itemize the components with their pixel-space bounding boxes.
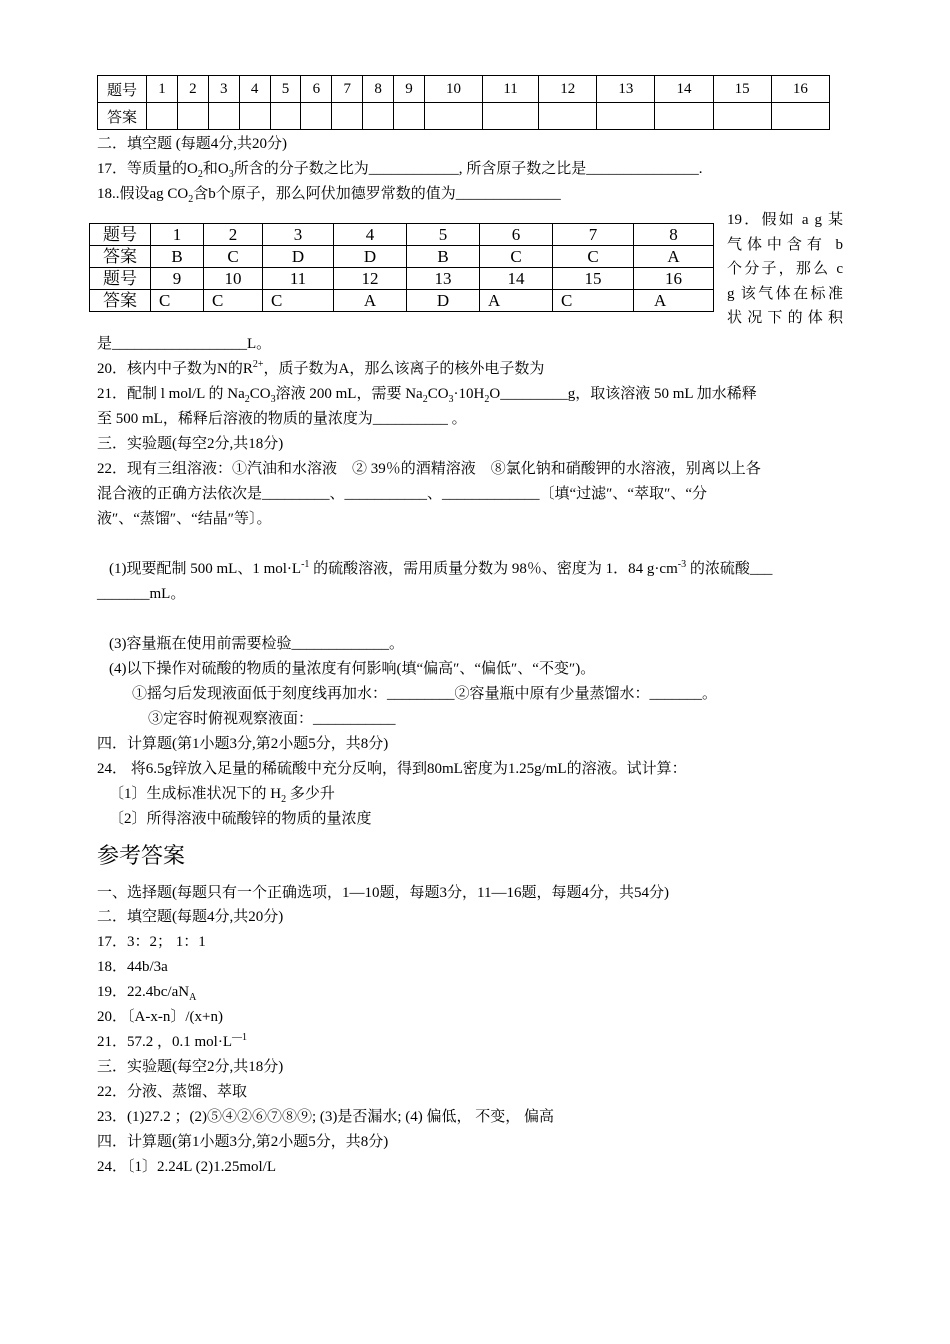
table-cell: D (334, 246, 407, 268)
subscript: 3 (228, 169, 234, 180)
subscript: 2 (422, 394, 428, 405)
answers-section-4: 四．计算题(第1小题3分,第2小题5分，共8分) (97, 1134, 389, 1150)
answer-23: 23．(1)27.2 ；(2)⑤④②⑥⑦⑧⑨; (3)是否漏水; (4) 偏低， 不变， 偏高 (97, 1109, 555, 1125)
table-row (98, 103, 830, 130)
q21-text: 溶液 200 mL，需要 Na (275, 386, 423, 402)
q19-line: 状况下的体积 (727, 310, 843, 326)
q18-text: 含b个原子，那么阿伏加德罗常数的值为______________ (193, 186, 561, 202)
table-row (90, 268, 714, 290)
answer-blank[interactable] (301, 103, 332, 130)
table-cell: C (553, 246, 634, 268)
q17-text: 所含的分子数之比为____________, 所含原子数之比是_______________. (233, 161, 703, 177)
table-cell: 12 (539, 76, 597, 103)
table-cell: 3 (263, 224, 334, 246)
table-cell: 6 (480, 224, 553, 246)
table-cell: 2 (204, 224, 263, 246)
answer-table-blank (97, 75, 830, 130)
table-row (90, 246, 714, 268)
question-19-side (727, 208, 843, 331)
table-cell: 1 (147, 76, 178, 103)
answer-blank[interactable] (363, 103, 394, 130)
table-cell: A (634, 246, 714, 268)
question-23-part4-a: ①摇匀后发现液面低于刻度线再加水：_________②容量瓶中原有少量蒸馏水：_______。 (132, 686, 718, 702)
table-cell: 8 (634, 224, 714, 246)
q23-text: 的浓硫酸___ (686, 561, 773, 577)
q18-text: 18..假设ag CO (97, 186, 189, 202)
table-cell: C (480, 246, 553, 268)
table-cell: B (407, 246, 480, 268)
table-header-cell: 题号 (90, 268, 151, 290)
table-cell: 5 (407, 224, 480, 246)
q19-line: 个分子，那么 c (727, 261, 843, 277)
a19-text: 19．22.4bc/aN (97, 984, 190, 1000)
table-cell: D (407, 290, 480, 312)
table-cell: C (553, 290, 634, 312)
q21-text: CO (249, 386, 271, 402)
subscript: 2 (244, 394, 250, 405)
table-cell: C (263, 290, 334, 312)
table-cell: 7 (332, 76, 363, 103)
superscript: -3 (677, 559, 687, 570)
table-cell: C (204, 246, 263, 268)
table-cell: 10 (204, 268, 263, 290)
q19-line: 气体中含有 b (727, 236, 843, 253)
table-header-cell: 答案 (90, 290, 151, 312)
q21-text: CO (427, 386, 449, 402)
answer-blank[interactable] (771, 103, 829, 130)
table-cell: 12 (334, 268, 407, 290)
table-cell: 2 (177, 76, 208, 103)
answer-blank[interactable] (597, 103, 655, 130)
answer-22: 22．分液、蒸馏、萃取 (97, 1084, 248, 1100)
table-cell: B (151, 246, 204, 268)
answer-blank[interactable] (332, 103, 363, 130)
q19-line: 19．假如 a g 某 (727, 212, 843, 228)
table-cell: 16 (634, 268, 714, 290)
a21-text: 21．57.2 ，0.1 mol·L (97, 1034, 232, 1050)
question-23-part1-cont: _______mL。 (97, 586, 186, 602)
superscript: -1 (301, 559, 310, 570)
answer-blank[interactable] (655, 103, 713, 130)
table-cell: 11 (263, 268, 334, 290)
question-23-part1 (109, 559, 772, 579)
q19-line: g 该气体在标准 (727, 285, 843, 302)
answer-21 (97, 1032, 247, 1052)
answer-18: 18．44b/3a (97, 959, 168, 975)
answer-19 (97, 982, 196, 1002)
subscript: 2 (188, 194, 194, 205)
table-cell: 15 (713, 76, 771, 103)
table-header-cell: 题号 (98, 76, 147, 103)
q20-text: 20．核内中子数为N的R (97, 361, 253, 377)
section-3-title: 三．实验题(每空2分,共18分) (97, 436, 284, 452)
q21-text: O_________g，取该溶液 50 mL 加水稀释 (489, 386, 757, 402)
question-23-part4-b: ③定容时俯视观察液面：___________ (148, 711, 396, 727)
section-2-title: 二．填空题 (每题4分,共20分) (97, 136, 287, 152)
subscript: 3 (448, 394, 454, 405)
table-cell: 15 (553, 268, 634, 290)
question-24-sub1 (109, 784, 335, 804)
table-cell: 8 (363, 76, 394, 103)
answer-blank[interactable] (483, 103, 539, 130)
subscript: 2 (197, 169, 203, 180)
question-23-part3: (3)容量瓶在使用前需要检验_____________。 (109, 636, 404, 652)
question-18 (97, 184, 561, 204)
q20-text: ，质子数为A，那么该离子的核外电子数为 (263, 361, 545, 377)
table-cell: C (204, 290, 263, 312)
table-row (90, 290, 714, 312)
answer-blank[interactable] (424, 103, 482, 130)
table-cell: D (263, 246, 334, 268)
table-cell: 1 (151, 224, 204, 246)
answer-17: 17．3：2； 1：1 (97, 934, 206, 950)
q23-text: 的硫酸溶液，需用质量分数为 98％、密度为 1．84 g·cm (309, 561, 678, 577)
subscript: 2 (484, 394, 490, 405)
answer-blank[interactable] (239, 103, 270, 130)
table-header-cell: 答案 (98, 103, 147, 130)
answer-blank[interactable] (394, 103, 425, 130)
table-cell: C (151, 290, 204, 312)
q23-text: (1)现要配制 500 mL、1 mol·L (109, 561, 302, 577)
table-cell: 3 (208, 76, 239, 103)
table-row (98, 76, 830, 103)
answers-heading: 参考答案 (97, 843, 186, 868)
question-21-line1 (97, 384, 757, 404)
q21-text: 21．配制 l mol/L 的 Na (97, 386, 245, 402)
answers-section-2: 二．填空题(每题4分,共20分) (97, 909, 284, 925)
answer-24: 24．〔1〕2.24L (2)1.25mol/L (97, 1159, 277, 1175)
answers-section-1: 一、选择题(每题只有一个正确选项，1—10题，每题3分，11—16题，每题4分，共54分) (97, 885, 669, 901)
table-cell: 6 (301, 76, 332, 103)
table-cell: 13 (407, 268, 480, 290)
table-cell: 14 (655, 76, 713, 103)
subscript: A (189, 992, 197, 1003)
q21-text: ·10H (453, 386, 485, 402)
table-cell: 9 (151, 268, 204, 290)
question-24-sub2: 〔2〕所得溶液中硫酸锌的物质的量浓度 (109, 811, 372, 827)
question-21-line2: 至 500 mL，稀释后溶液的物质的量浓度为__________ 。 (97, 411, 467, 427)
q24-text: 多少升 (286, 786, 335, 802)
question-17 (97, 159, 702, 179)
table-cell: 14 (480, 268, 553, 290)
answer-blank[interactable] (147, 103, 178, 130)
subscript: 2 (281, 794, 287, 805)
table-cell: 9 (394, 76, 425, 103)
question-22-line1: 22．现有三组溶液：①汽油和水溶液 ② 39％的酒精溶液 ⑧氯化钠和硝酸钾的水溶液，别离以上各 (97, 461, 761, 477)
answer-blank[interactable] (270, 103, 301, 130)
table-cell: A (634, 290, 714, 312)
table-cell: 13 (597, 76, 655, 103)
question-24: 24． 将6.5g锌放入足量的稀硫酸中充分反响，得到80mL密度为1.25g/mL的溶液。试计算： (97, 761, 687, 777)
table-cell: 16 (771, 76, 829, 103)
table-header-cell: 答案 (90, 246, 151, 268)
table-cell: 5 (270, 76, 301, 103)
question-23-part4: (4)以下操作对硫酸的物质的量浓度有何影响(填“偏高″、“偏低″、“不变″)。 (109, 661, 596, 677)
table-cell: 7 (553, 224, 634, 246)
table-cell: 10 (424, 76, 482, 103)
answer-table-key (89, 223, 714, 312)
table-cell: 4 (239, 76, 270, 103)
table-cell: 11 (483, 76, 539, 103)
question-22-line2: 混合液的正确方法依次是_________、___________、_____________〔填“过滤″、“萃取″、“分 (97, 486, 707, 502)
table-cell: 4 (334, 224, 407, 246)
superscript: 2+ (252, 359, 264, 370)
question-19-tail: 是__________________L。 (97, 336, 272, 352)
answer-blank[interactable] (177, 103, 208, 130)
answer-blank[interactable] (713, 103, 771, 130)
table-cell: A (334, 290, 407, 312)
subscript: 3 (270, 394, 276, 405)
answers-section-3: 三．实验题(每空2分,共18分) (97, 1059, 284, 1075)
table-row (90, 224, 714, 246)
q17-text: 17．等质量的O (97, 161, 198, 177)
section-4-title: 四．计算题(第1小题3分,第2小题5分，共8分) (97, 736, 389, 752)
q17-text: 和O (202, 161, 229, 177)
table-header-cell: 题号 (90, 224, 151, 246)
answer-blank[interactable] (539, 103, 597, 130)
answer-blank[interactable] (208, 103, 239, 130)
answer-20: 20．〔A-x-n〕/(x+n) (97, 1009, 223, 1025)
q24-text: 〔1〕生成标准状况下的 H (109, 786, 282, 802)
superscript: —1 (232, 1032, 247, 1043)
question-20 (97, 359, 544, 379)
table-cell: A (480, 290, 553, 312)
question-22-line3: 液″、“蒸馏″、“结晶″等〕。 (97, 511, 272, 527)
